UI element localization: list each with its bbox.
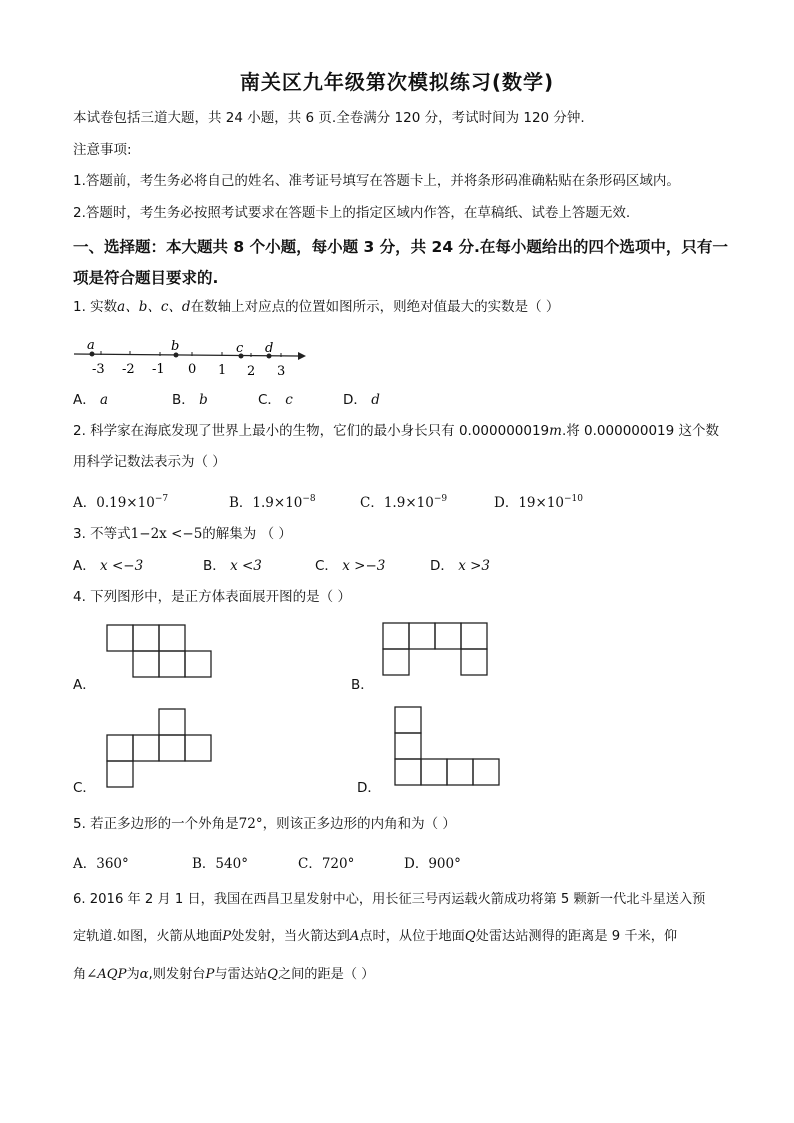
exam-intro: 本试卷包括三道大题，共 24 小题，共 6 页.全卷满分 120 分，考试时间为 120 分钟. (73, 110, 585, 126)
notice-heading: 注意事项: (73, 142, 132, 158)
q1-stem-vars: a、b、c、d (117, 299, 191, 315)
notice-item-2: 2.答题时，考生务必按照考试要求在答题卡上的指定区域内作答，在草稿纸、试卷上答题无效. (73, 205, 631, 221)
q5-stem: 5. 若正多边形的一个外角是72°，则该正多边形的内角和为（ ） (73, 816, 456, 832)
label-a: a (87, 338, 95, 353)
label-b: b (171, 339, 180, 354)
tick-0: 0 (188, 362, 197, 377)
q1-option-d: D． d (343, 392, 380, 408)
q6-stem-line2: 定轨道.如图，火箭从地面P处发射，当火箭达到A点时，从位于地面Q处雷达站测得的距离是 9 千米，仰 (73, 929, 678, 944)
tick-3: 3 (277, 364, 286, 379)
q1-stem-pre: 1. 实数 (73, 299, 118, 315)
q4-option-d-label: D． (357, 780, 381, 796)
tick--3: -3 (92, 362, 105, 377)
q4-figure-d (395, 707, 499, 785)
page-title: 南关区九年级第次模拟练习(数学) (239, 70, 555, 94)
q3-option-b: B． x <3 (203, 558, 262, 574)
q2-option-d: D．$19\times 10^{-10}$ (494, 494, 583, 511)
q6-stem-line3: 角∠AQP为α,则发射台P与雷达站Q之间的距是（ ） (73, 967, 375, 982)
q1-option-a: A． a (73, 392, 109, 408)
tick--2: -2 (122, 362, 135, 377)
q2-option-a: A．$0.19\times 10^{-7}$ (73, 494, 169, 511)
q4-figure-a (107, 625, 211, 677)
notice-item-1: 1.答题前，考生务必将自己的姓名、准考证号填写在答题卡上，并将条形码准确粘贴在条形码区域内。 (73, 173, 680, 189)
q5-option-d: D．900° (404, 856, 461, 872)
q5-option-b: B．540° (192, 856, 248, 872)
q4-option-c-label: C． (73, 780, 96, 796)
q3-option-d: D． x >3 (430, 558, 491, 574)
q5-option-c: C．720° (298, 856, 355, 872)
q4-figure-b (383, 623, 487, 675)
q2-option-c: C．$1.9\times 10^{-9}$ (360, 494, 448, 511)
q2-stem-line1: 2. 科学家在海底发现了世界上最小的生物，它们的最小身长只有 0.000000019m.将 0.000000019 这个数 (73, 423, 720, 439)
q6-stem-line1: 6. 2016 年 2 月 1 日，我国在西昌卫星发射中心，用长征三号丙运载火箭成功将第 5 颗新一代北斗星送入预 (73, 892, 706, 907)
section1-heading-line2: 项是符合题目要求的. (73, 269, 219, 287)
section1-heading-line1: 一、选择题：本大题共 8 个小题，每小题 3 分，共 24 分.在每小题给出的四个选项中，只有一 (73, 238, 728, 256)
q1-option-b: B． b (172, 392, 208, 408)
label-c: c (236, 341, 244, 356)
q1-stem-post: 在数轴上对应点的位置如图所示，则绝对值最大的实数是（ ） (190, 299, 560, 315)
q4-option-b-label: B． (351, 677, 374, 693)
q5-option-a: A．360° (73, 856, 129, 872)
label-d: d (265, 341, 274, 356)
q3-option-a: A． x <−3 (73, 558, 144, 574)
q4-option-a-label: A． (73, 677, 96, 693)
q2-option-b: B．$1.9\times 10^{-8}$ (229, 494, 316, 511)
q4-stem: 4. 下列图形中，是正方体表面展开图的是（ ） (73, 589, 351, 605)
tick--1: -1 (152, 362, 165, 377)
q2-stem-line2: 用科学记数法表示为（ ） (73, 454, 226, 470)
q1-option-c: C． c (258, 392, 293, 408)
q4-figure-c (107, 709, 211, 787)
tick-2: 2 (247, 364, 256, 379)
q3-stem: 3. 不等式1−2x <−5的解集为 （ ） (73, 526, 292, 542)
q3-option-c: C． x >−3 (315, 558, 386, 574)
tick-1: 1 (218, 363, 227, 378)
